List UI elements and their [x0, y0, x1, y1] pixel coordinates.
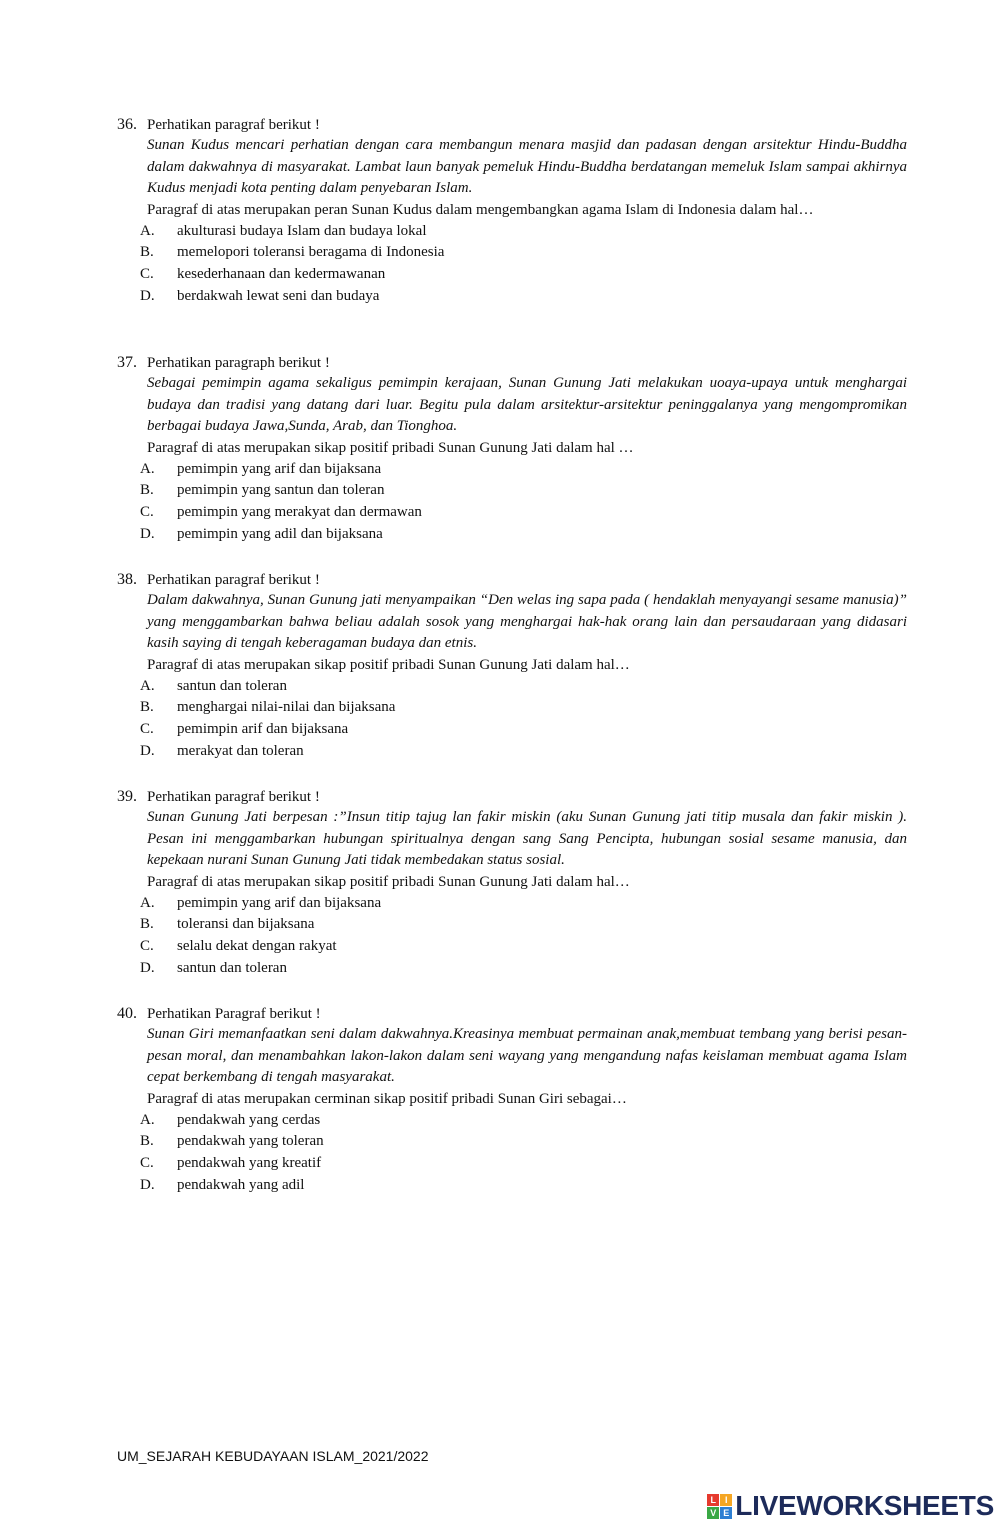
answer-option-c[interactable]	[117, 936, 907, 958]
answer-option-d[interactable]	[117, 1175, 907, 1197]
option-text: kesederhanaan dan kedermawanan	[177, 265, 386, 282]
question-prompt: Paragraf di atas merupakan peran Sunan Kudus dalam mengembangkan agama Islam di Indonesia dalam hal…	[147, 201, 814, 218]
question-prompt: Paragraf di atas merupakan sikap positif pribadi Sunan Gunung Jati dalam hal…	[147, 873, 630, 890]
question-heading	[117, 114, 907, 135]
option-letter: B.	[140, 482, 154, 499]
option-letter: D.	[140, 287, 155, 304]
option-text: pemimpin arif dan bijaksana	[177, 720, 349, 737]
question-prompt: Paragraf di atas merupakan sikap positif pribadi Sunan Gunung Jati dalam hal…	[147, 656, 630, 673]
option-letter: B.	[140, 916, 154, 933]
option-letter: A.	[140, 460, 155, 477]
question-instruction: Perhatikan paragraf berikut !	[147, 117, 320, 133]
question-number: 36.	[117, 116, 137, 133]
answer-option-c[interactable]	[117, 1153, 907, 1175]
answer-option-a[interactable]	[117, 893, 907, 915]
logo-tile: E	[720, 1507, 732, 1519]
question-prompt: Paragraf di atas merupakan cerminan sikap positif pribadi Sunan Giri sebagai…	[147, 1090, 627, 1107]
question-instruction: Perhatikan Paragraf berikut !	[147, 1006, 321, 1022]
liveworksheets-brand[interactable]	[707, 1490, 994, 1522]
question-passage: Sunan Gunung Jati berpesan :”Insun titip tajug lan fakir miskin (aku Sunan Gunung jati titip musala dan fakir miskin ). Pesan ini menggambarkan hubungan spiritualnya dengan sang Sang Pencipta, hubungan sosial sesame manusia, dan kepekaan nurani Sunan Gunung Jati tidak membedakan status sosial.	[147, 809, 907, 868]
logo-tile: L	[707, 1494, 719, 1506]
question-passage: Dalam dakwahnya, Sunan Gunung jati menyampaikan “Den welas ing sapa pada ( hendaklah menyayangi sesame manusia)” yang menggambarkan bahwa beliau adalah sosok yang menghargai hak-hak orang lain dan persaudaraan yang didasari kasih saying di tengah keberagaman budaya dan etnis.	[147, 592, 907, 651]
answer-option-c[interactable]	[117, 502, 907, 524]
answer-option-b[interactable]	[117, 914, 907, 936]
question-36	[117, 114, 907, 307]
question-heading	[117, 352, 907, 373]
answer-option-b[interactable]	[117, 242, 907, 264]
answer-option-a[interactable]	[117, 221, 907, 243]
answer-option-d[interactable]	[117, 524, 907, 546]
logo-tile: I	[720, 1494, 732, 1506]
option-text: memelopori toleransi beragama di Indonesia	[177, 244, 445, 261]
option-letter: C.	[140, 503, 154, 520]
question-passage: Sunan Kudus mencari perhatian dengan cara membangun menara masjid dan padasan dengan arsitektur Hindu-Buddha dalam dakwahnya di masyarakat. Lambat laun banyak pemeluk Hindu-Buddha berdatangan memeluk Islam sampai akhirnya Kudus menjadi kota penting dalam penyebaran Islam.	[147, 137, 907, 196]
option-letter: C.	[140, 1154, 154, 1171]
option-letter: A.	[140, 222, 155, 239]
answer-options	[117, 221, 907, 308]
answer-option-d[interactable]	[117, 286, 907, 308]
answer-options	[117, 676, 907, 763]
option-text: menghargai nilai-nilai dan bijaksana	[177, 699, 396, 716]
option-letter: D.	[140, 1176, 155, 1193]
option-text: pendakwah yang toleran	[177, 1133, 324, 1150]
option-letter: D.	[140, 959, 155, 976]
option-letter: B.	[140, 1133, 154, 1150]
option-letter: D.	[140, 742, 155, 759]
option-letter: D.	[140, 525, 155, 542]
question-number: 37.	[117, 354, 137, 371]
option-text: pemimpin yang santun dan toleran	[177, 482, 385, 499]
question-number: 38.	[117, 571, 137, 588]
question-40	[117, 1003, 907, 1196]
answer-option-b[interactable]	[117, 480, 907, 502]
option-text: pemimpin yang arif dan bijaksana	[177, 894, 382, 911]
option-letter: B.	[140, 699, 154, 716]
answer-options	[117, 893, 907, 980]
question-heading	[117, 569, 907, 590]
option-letter: C.	[140, 720, 154, 737]
option-text: pendakwah yang cerdas	[177, 1111, 321, 1128]
option-letter: A.	[140, 677, 155, 694]
option-text: santun dan toleran	[177, 959, 287, 976]
question-number: 40.	[117, 1005, 137, 1022]
option-text: santun dan toleran	[177, 677, 287, 694]
question-instruction: Perhatikan paragraf berikut !	[147, 572, 320, 588]
option-text: merakyat dan toleran	[177, 742, 304, 759]
question-passage: Sebagai pemimpin agama sekaligus pemimpin kerajaan, Sunan Gunung Jati melakukan uoaya-upaya untuk menghargai budaya dan tradisi yang datang dari luar. Begitu pula dalam arsitektur-arsitektur peninggalanya yang mengompromikan berbagai budaya Jawa,Sunda, Arab, dan Tionghoa.	[147, 375, 907, 434]
option-letter: C.	[140, 937, 154, 954]
liveworksheets-logo-icon	[707, 1494, 732, 1519]
question-heading	[117, 786, 907, 807]
option-text: toleransi dan bijaksana	[177, 916, 315, 933]
answer-option-c[interactable]	[117, 719, 907, 741]
answer-option-b[interactable]	[117, 1131, 907, 1153]
question-instruction: Perhatikan paragraph berikut !	[147, 355, 330, 371]
question-heading	[117, 1003, 907, 1024]
page-footer: UM_SEJARAH KEBUDAYAAN ISLAM_2021/2022	[117, 1448, 429, 1464]
option-text: pemimpin yang adil dan bijaksana	[177, 525, 383, 542]
answer-option-a[interactable]	[117, 1110, 907, 1132]
answer-option-d[interactable]	[117, 958, 907, 980]
question-prompt: Paragraf di atas merupakan sikap positif pribadi Sunan Gunung Jati dalam hal …	[147, 439, 634, 456]
answer-option-b[interactable]	[117, 697, 907, 719]
option-letter: A.	[140, 894, 155, 911]
option-text: pemimpin yang arif dan bijaksana	[177, 460, 382, 477]
question-38	[117, 569, 907, 762]
answer-options	[117, 459, 907, 546]
answer-options	[117, 1110, 907, 1197]
option-text: selalu dekat dengan rakyat	[177, 937, 337, 954]
option-text: pendakwah yang adil	[177, 1176, 305, 1193]
question-39	[117, 786, 907, 979]
option-letter: A.	[140, 1111, 155, 1128]
answer-option-a[interactable]	[117, 459, 907, 481]
question-passage: Sunan Giri memanfaatkan seni dalam dakwahnya.Kreasinya membuat permainan anak,membuat tembang yang berisi pesan-pesan moral, dan menambahkan lakon-lakon dalam seni wayang yang mengandung nafas keislaman membuat agama Islam cepat berkembang di tengah masyarakat.	[147, 1026, 907, 1085]
option-letter: C.	[140, 265, 154, 282]
option-text: berdakwah lewat seni dan budaya	[177, 287, 380, 304]
option-text: pendakwah yang kreatif	[177, 1154, 322, 1171]
question-instruction: Perhatikan paragraf berikut !	[147, 789, 320, 805]
question-37	[117, 352, 907, 545]
answer-option-c[interactable]	[117, 264, 907, 286]
answer-option-d[interactable]	[117, 741, 907, 763]
brand-name: LIVEWORKSHEETS	[735, 1490, 994, 1521]
question-number: 39.	[117, 788, 137, 805]
option-text: akulturasi budaya Islam dan budaya lokal	[177, 222, 427, 239]
answer-option-a[interactable]	[117, 676, 907, 698]
option-letter: B.	[140, 244, 154, 261]
logo-tile: V	[707, 1507, 719, 1519]
option-text: pemimpin yang merakyat dan dermawan	[177, 503, 422, 520]
